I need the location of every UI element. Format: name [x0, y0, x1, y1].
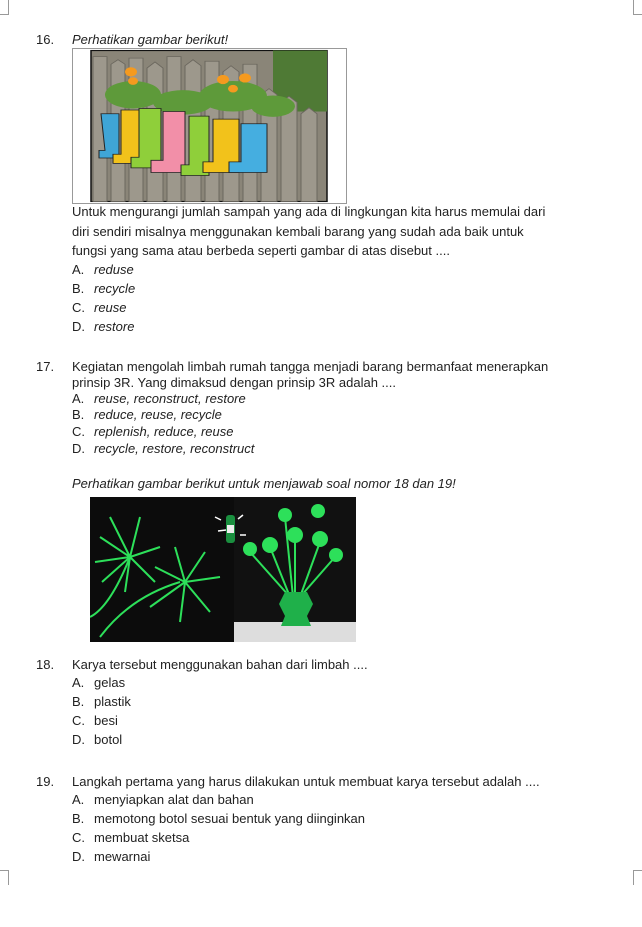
option-b[interactable] — [72, 281, 135, 296]
margin-mark-top-right — [633, 0, 642, 15]
option-b[interactable] — [72, 694, 131, 709]
option-letter: A. — [72, 675, 85, 690]
option-text: reuse — [94, 300, 127, 315]
question-text-line: Untuk mengurangi jumlah sampah yang ada di lingkungan kita harus memulai dari — [72, 204, 546, 219]
option-text: reduse — [94, 262, 134, 277]
option-text: besi — [94, 713, 118, 728]
option-text: plastik — [94, 694, 131, 709]
option-d[interactable] — [72, 319, 134, 334]
option-letter: C. — [72, 713, 85, 728]
question-text-line: fungsi yang sama atau berbeda seperti gambar di atas disebut .... — [72, 243, 450, 258]
option-letter: C. — [72, 300, 85, 315]
option-letter: D. — [72, 732, 85, 747]
option-text: mewarnai — [94, 849, 151, 864]
option-a[interactable] — [72, 262, 134, 277]
option-letter: D. — [72, 849, 85, 864]
question-instruction: Perhatikan gambar berikut! — [72, 32, 229, 47]
option-text: memotong botol sesuai bentuk yang diinginkan — [94, 811, 366, 826]
option-letter: A. — [72, 262, 85, 277]
margin-mark-bottom-left — [0, 870, 9, 885]
option-letter: C. — [72, 424, 85, 439]
question-text-line: Kegiatan mengolah limbah rumah tangga menjadi barang bermanfaat menerapkan — [72, 359, 549, 374]
option-text: reduce, reuse, recycle — [94, 407, 222, 422]
instruction-note: Perhatikan gambar berikut untuk menjawab soal nomor 18 dan 19! — [72, 476, 456, 491]
option-d[interactable] — [72, 441, 254, 456]
option-letter: B. — [72, 811, 85, 826]
option-text: recycle — [94, 281, 136, 296]
option-b[interactable] — [72, 811, 365, 826]
margin-mark-bottom-right — [633, 870, 642, 885]
option-letter: B. — [72, 694, 85, 709]
option-text: reuse, reconstruct, restore — [94, 391, 246, 406]
option-text: botol — [94, 732, 123, 747]
question-text: Langkah pertama yang harus dilakukan untuk membuat karya tersebut adalah .... — [72, 774, 540, 789]
option-c[interactable] — [72, 300, 127, 315]
option-letter: B. — [72, 281, 85, 296]
option-letter: B. — [72, 407, 85, 422]
option-text: recycle, restore, reconstruct — [94, 441, 255, 456]
question-text-line: prinsip 3R. Yang dimaksud dengan prinsip 3R adalah .... — [72, 375, 396, 390]
question-text: Karya tersebut menggunakan bahan dari limbah .... — [72, 657, 368, 672]
option-letter: A. — [72, 391, 85, 406]
option-letter: D. — [72, 319, 85, 334]
option-text: replenish, reduce, reuse — [94, 424, 234, 439]
option-letter: D. — [72, 441, 85, 456]
margin-mark-top-left — [0, 0, 9, 15]
question-number: 18. — [36, 657, 55, 672]
option-letter: C. — [72, 830, 85, 845]
option-letter: A. — [72, 792, 85, 807]
option-text: membuat sketsa — [94, 830, 190, 845]
option-d[interactable] — [72, 849, 150, 864]
option-c[interactable] — [72, 713, 118, 728]
option-b[interactable] — [72, 407, 222, 422]
question-text-line: diri sendiri misalnya menggunakan kembali barang yang sudah ada baik untuk — [72, 224, 524, 239]
option-c[interactable] — [72, 424, 233, 439]
option-text: restore — [94, 319, 135, 334]
question-number: 16. — [36, 32, 55, 47]
question-number: 19. — [36, 774, 55, 789]
option-a[interactable] — [72, 675, 125, 690]
option-a[interactable] — [72, 391, 246, 406]
question-number: 17. — [36, 359, 55, 374]
option-text: gelas — [94, 675, 126, 690]
option-text: menyiapkan alat dan bahan — [94, 792, 254, 807]
option-d[interactable] — [72, 732, 122, 747]
option-c[interactable] — [72, 830, 189, 845]
bottle-flower-craft-image — [90, 497, 356, 642]
option-a[interactable] — [72, 792, 254, 807]
boots-planter-image — [72, 48, 347, 204]
